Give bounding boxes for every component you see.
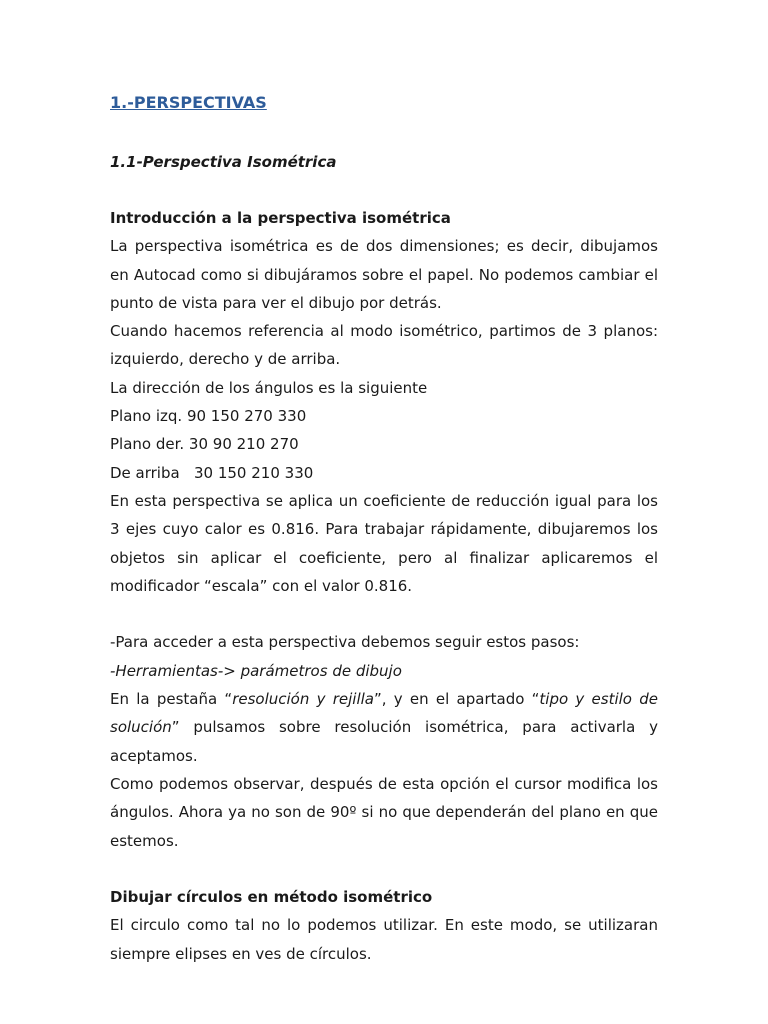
section-intro-title: Introducción a la perspectiva isométrica (110, 209, 451, 227)
text-run: En la pestaña “ (110, 690, 233, 709)
section-circles-title: Dibujar círculos en método isométrico (110, 888, 433, 907)
plane-left-angles: Plano izq. 90 150 270 330 (110, 407, 307, 426)
paragraph: Como podemos observar, después de esta opción el cursor modifica los ángulos. Ahora ya no son de 90º si no que dependerán del plano en que estemos. (110, 774, 658, 850)
plane-top-angles: De arriba 30 150 210 330 (110, 463, 314, 482)
text-run: ”, y en el apartado “ (374, 690, 540, 709)
document-body (110, 91, 658, 963)
spacer (110, 600, 658, 628)
section-intro (110, 204, 658, 968)
paragraph: El circulo como tal no lo podemos utilizar. En este modo, se utilizaran siempre elipses en ves de círculos. (110, 916, 658, 963)
text-run: ” pulsamos sobre resolución isométrica, para activarla y aceptamos. (110, 718, 658, 765)
paragraph: En esta perspectiva se aplica un coeficiente de reducción igual para los 3 ejes cuyo calor es 0.816. Para trabajar rápidamente, dibujaremos los objetos sin aplicar el coeficiente, pero al finalizar aplicaremos el modificador “escala” con el valor 0.816. (110, 491, 658, 595)
paragraph (110, 685, 658, 770)
sub-heading: 1.1-Perspectiva Isométrica (110, 153, 337, 171)
paragraph: -Para acceder a esta perspectiva debemos seguir estos pasos: (110, 633, 580, 652)
tab-name: resolución y rejilla (232, 690, 374, 709)
paragraph: La dirección de los ángulos es la siguiente (110, 378, 428, 397)
main-heading: 1.-PERSPECTIVAS (110, 93, 267, 112)
paragraph: Cuando hacemos referencia al modo isométrico, partimos de 3 planos: izquierdo, derecho y de arriba. (110, 322, 658, 369)
paragraph: La perspectiva isométrica es de dos dimensiones; es decir, dibujamos en Autocad como si dibujáramos sobre el papel. No podemos cambiar el punto de vista para ver el dibujo por detrás. (110, 237, 658, 312)
plane-right-angles: Plano der. 30 90 210 270 (110, 435, 299, 454)
menu-path: -Herramientas-> parámetros de dibujo (110, 661, 402, 680)
spacer (110, 855, 658, 883)
section-name: tipo y estilo de solución (110, 690, 658, 737)
